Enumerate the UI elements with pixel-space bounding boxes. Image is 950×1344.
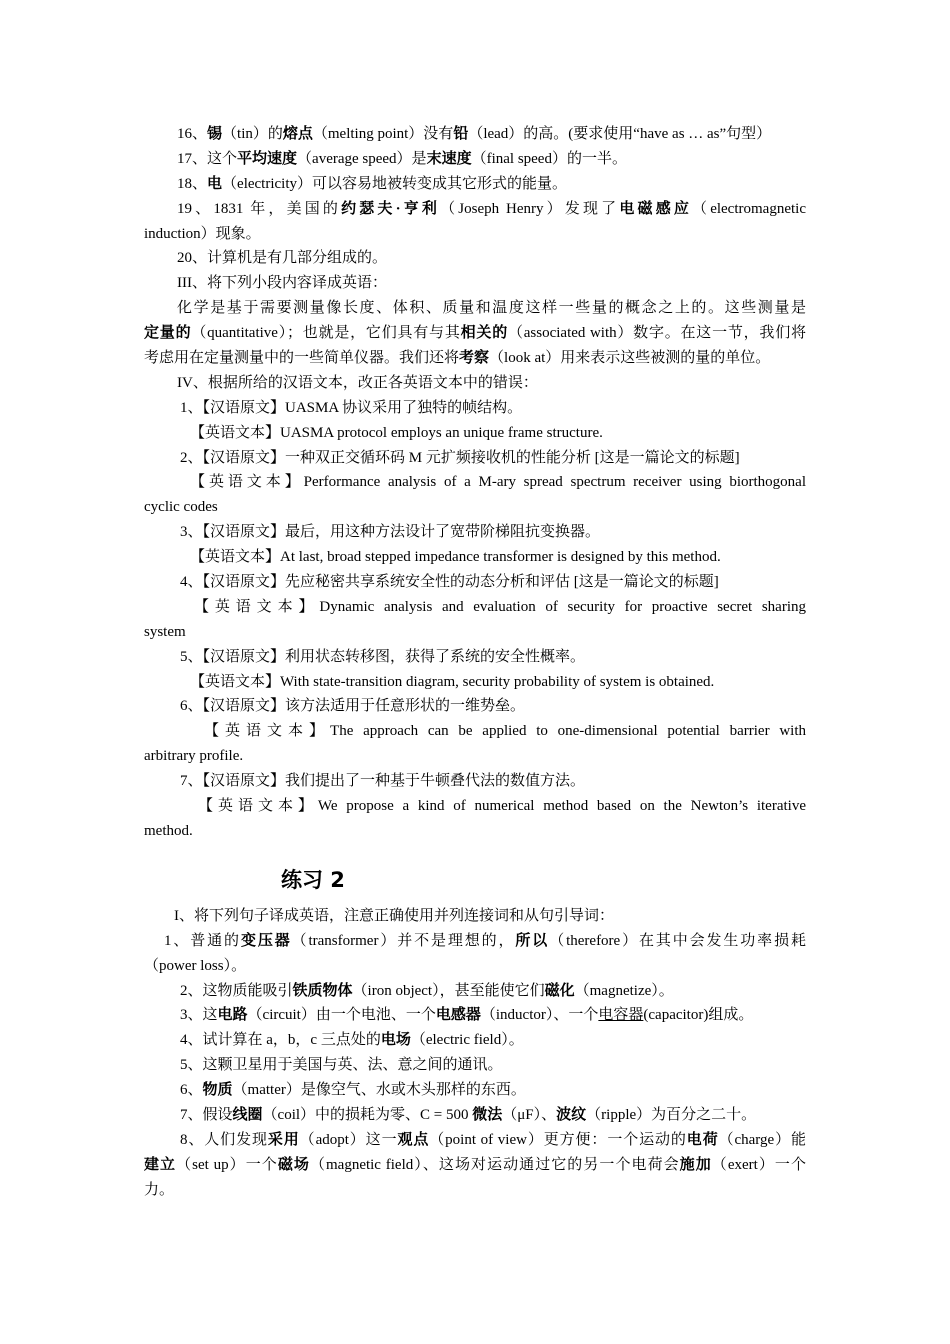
item-5-chinese: 5、【汉语原文】利用状态转移图，获得了系统的安全性概率。 (180, 648, 586, 665)
term-lead: 铅 (453, 126, 469, 142)
item-2-english-cont: cyclic codes (144, 499, 218, 516)
document-page (144, 122, 806, 1203)
ex2-sentence-5: 5、这颗卫星用于美国与英、法、意之间的通讯。 (180, 1057, 503, 1074)
item-2-english: 【英语文本】Performance analysis of a M-ary spread spectrum receiver using biorthogonal (190, 474, 806, 491)
exercise-2-heading: 练习 2 (281, 867, 345, 892)
ex2-sentence-6: 6、物质（matter）是像空气、水或木头那样的东西。 (180, 1082, 526, 1099)
ex2-sentence-1: 1、普通的变压器（transformer）并不是理想的，所以（therefore）在其中会发生功率损耗 (164, 932, 806, 949)
ex2-sentence-4: 4、试计算在 a，b，c 三点处的电场（electric field）。 (180, 1032, 524, 1049)
item-6-english-cont: arbitrary profile. (144, 748, 244, 765)
item-4-english: 【英语文本】Dynamic analysis and evaluation of security for proactive secret sharing (194, 598, 806, 615)
item-3-english: 【英语文本】At last, broad stepped impedance transformer is designed by this method. (190, 549, 721, 566)
ex2-sentence-8-cont: 建立（set up）一个磁场（magnetic field）、这场对运动通过它的另一个电荷会施加（exert）一个 (144, 1156, 806, 1173)
sentence-16: 16、锡（tin）的熔点（melting point）没有铅（lead）的高。(要求使用“have as … as”句型） (177, 126, 772, 142)
item-4-english-cont: system (144, 623, 186, 640)
item-4-chinese: 4、【汉语原文】先应秘密共享系统安全性的动态分析和评估 [这是一篇论文的标题] (180, 574, 719, 591)
term-melting-point: 熔点 (282, 126, 313, 142)
section-iii-para-line1: 化学是基于需要测量像长度、体积、质量和温度这样一些量的概念之上的。这些测量是 (177, 300, 806, 317)
sentence-20: 20、计算机是有几部分组成的。 (177, 250, 388, 267)
item-6-chinese: 6、【汉语原文】该方法适用于任意形状的一维势垒。 (180, 698, 526, 715)
item-1-english: 【英语文本】UASMA protocol employs an unique frame structure. (190, 424, 603, 441)
sentence-17: 17、这个平均速度（average speed）是末速度（final speed）的一半。 (177, 150, 627, 167)
sentence-19-cont: induction）现象。 (144, 225, 261, 242)
sentence-18: 18、电（electricity）可以容易地被转变成其它形式的能量。 (177, 175, 567, 192)
sentence-19: 19、1831 年，美国的约瑟夫·亨利（Joseph Henry）发现了电磁感应（electromagnetic (177, 200, 806, 217)
item-2-chinese: 2、【汉语原文】一种双正交循环码 M 元扩频接收机的性能分析 [这是一篇论文的标题] (180, 449, 740, 466)
section-iv-title: IV、根据所给的汉语文本，改正各英语文本中的错误： (177, 374, 538, 391)
term-tin: 锡 (207, 126, 223, 142)
underlined-capacitor: 电容器 (598, 1007, 644, 1024)
section-iii-para-line3: 考虑用在定量测量中的一些简单仪器。我们还将考察（look at）用来表示这些被测的量的单位。 (144, 350, 771, 367)
item-3-chinese: 3、【汉语原文】最后，用这种方法设计了宽带阶梯阻抗变换器。 (180, 524, 601, 541)
item-7-english-cont: method. (144, 822, 193, 839)
section-iii-para-line2: 定量的（quantitative）；也就是，它们具有与其相关的（associated with）数字。在这一节，我们将 (144, 325, 806, 342)
item-7-chinese: 7、【汉语原文】我们提出了一种基于牛顿叠代法的数值方法。 (180, 773, 586, 790)
item-1-chinese: 1、【汉语原文】UASMA 协议采用了独特的帧结构。 (180, 399, 523, 416)
ex2-sentence-2: 2、这物质能吸引铁质物体（iron object），甚至能使它们磁化（magnetize）。 (180, 982, 674, 999)
item-6-english: 【英语文本】The approach can be applied to one-dimensional potential barrier with (204, 723, 806, 740)
ex2-sentence-7: 7、假设线圈（coil）中的损耗为零、C = 500 微法（μF）、波纹（ripple）为百分之二十。 (180, 1106, 757, 1123)
item-7-english: 【英语文本】We propose a kind of numerical method based on the Newton’s iterative (198, 798, 806, 815)
item-5-english: 【英语文本】With state-transition diagram, security probability of system is obtained. (190, 673, 715, 690)
ex2-sentence-8: 8、人们发现采用（adopt）这一观点（point of view）更方便：一个运动的电荷（charge）能 (180, 1131, 806, 1148)
section-iii-title: III、将下列小段内容译成英语： (177, 275, 387, 292)
ex2-sentence-8-cont2: 力。 (144, 1181, 175, 1198)
ex2-sentence-1-cont: （power loss）。 (144, 957, 247, 974)
ex2-sentence-3: 3、这电路（circuit）由一个电池、一个电感器（inductor）、一个电容器(capacitor)组成。 (180, 1007, 754, 1024)
exercise-2-intro: I、将下列句子译成英语，注意正确使用并列连接词和从句引导词： (174, 907, 614, 924)
